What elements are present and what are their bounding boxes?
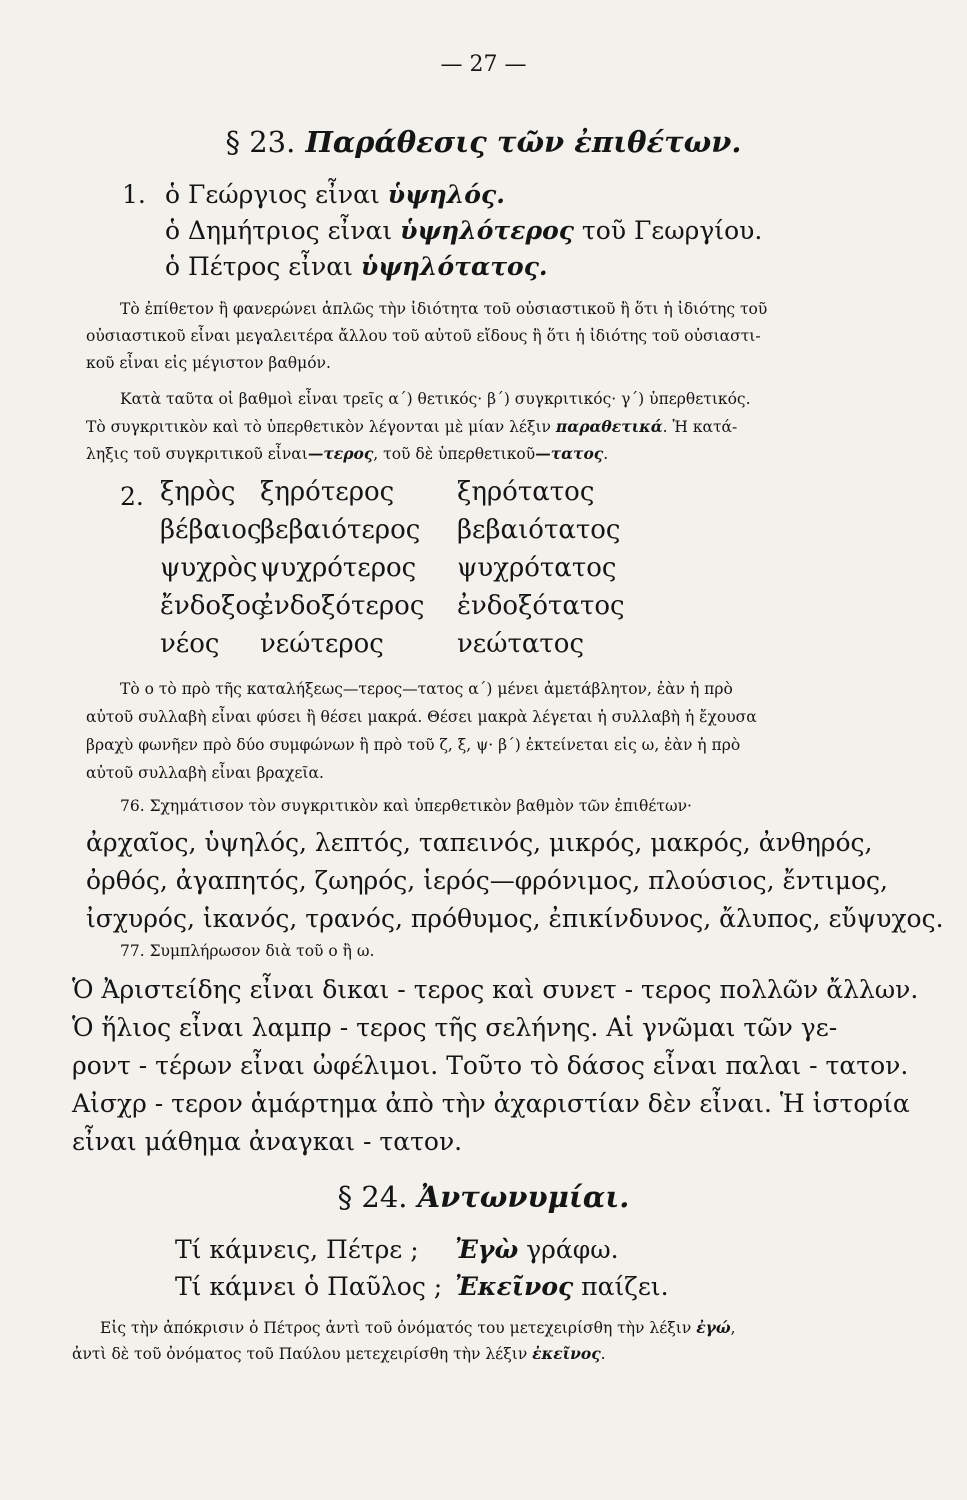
positive-form: ξηρὸς [160, 477, 236, 507]
exercise-76-line: ἰσχυρός, ἱκανός, τρανός, πρόθυμος, ἐπικίνδυνος, ἄλυπος, εὔψυχος. [86, 904, 944, 933]
comparative-form: ἐνδοξότερος [260, 591, 425, 621]
exercise-77-line: Ὁ ἥλιος εἶναι λαμπρ - τερος τῆς σελήνης. Αἱ γνῶμαι τῶν γε- [72, 1013, 838, 1042]
paragraph-text: , [730, 1319, 736, 1337]
example-1-line [165, 252, 548, 281]
paragraph-line: Τὸ ο τὸ πρὸ τῆς καταλήξεως—τερος—τατος α΄) μένει ἀμετάβλητον, ἐὰν ἡ πρὸ [120, 680, 733, 698]
ending-bold: —τατος [535, 444, 604, 463]
exercise-77-line: ροντ - τέρων εἶναι ὠφέλιμοι. Τοῦτο τὸ δάσος εἶναι παλαι - τατον. [72, 1051, 909, 1080]
section-23-title: Παράθεσις τῶν ἐπιθέτων. [305, 125, 742, 159]
positive-form: ψυχρὸς [160, 553, 258, 583]
exercise-77-line: Ὁ Ἀριστείδης εἶναι δικαι - τερος καὶ συνετ - τερος πολλῶν ἄλλων. [72, 975, 919, 1004]
comparative-form: νεώτερος [260, 629, 384, 659]
exercise-76-intro: 76. Σχημάτισον τὸν συγκριτικὸν καὶ ὑπερθετικὸν βαθμὸν τῶν ἐπιθέτων· [120, 797, 692, 815]
positive-form: νέος [160, 629, 220, 659]
example-1-number: 1. [122, 180, 146, 209]
paragraph-text: ληξις τοῦ συγκριτικοῦ εἶναι [86, 445, 308, 463]
positive-form: βέβαιος [160, 515, 262, 545]
section-24-title: Ἀντωνυμίαι. [417, 1180, 630, 1214]
exercise-77-intro: 77. Συμπλήρωσον διὰ τοῦ ο ἢ ω. [120, 942, 375, 960]
superlative-form: ξηρότατος [457, 477, 595, 507]
paragraph-text: . [603, 445, 609, 463]
pronoun-bold: Ἐκεῖνος [455, 1272, 574, 1301]
pronoun-bold: ἐκεῖνος [532, 1344, 601, 1363]
dialog-text: γράφω. [518, 1235, 619, 1264]
paragraph-line: αὐτοῦ συλλαβὴ εἶναι βραχεῖα. [86, 764, 324, 782]
exercise-76-line: ὀρθός, ἀγαπητός, ζωηρός, ἱερός—φρόνιμος, πλούσιος, ἔντιμος, [86, 866, 888, 895]
example-text: ὁ Δημήτριος εἶναι [165, 216, 401, 245]
paragraph-text: , τοῦ δὲ ὑπερθετικοῦ [373, 445, 536, 463]
comparative-form: ξηρότερος [260, 477, 395, 507]
dialog-answer [455, 1272, 669, 1301]
exercise-77-line: Αἰσχρ - τερον ἁμάρτημα ἀπὸ τὴν ἀχαριστίαν δὲν εἶναι. Ἡ ἱστορία [72, 1089, 910, 1118]
exercise-77-line: εἶναι μάθημα ἀναγκαι - τατον. [72, 1127, 463, 1156]
superlative-form: ψυχρότατος [457, 553, 617, 583]
term-bold: παραθετικά [555, 417, 663, 436]
paragraph-line: αὐτοῦ συλλαβὴ εἶναι φύσει ἢ θέσει μακρά. Θέσει μακρὰ λέγεται ἡ συλλαβὴ ἡ ἔχουσα [86, 708, 757, 726]
example-bold-word: ὑψηλότερος [400, 216, 574, 245]
exercise-76-line: ἀρχαῖος, ὑψηλός, λεπτός, ταπεινός, μικρός, μακρός, ἀνθηρός, [86, 828, 873, 857]
example-text: ὁ Γεώργιος εἶναι [165, 180, 388, 209]
comparative-form: ψυχρότερος [260, 553, 417, 583]
page-number: — 27 — [440, 52, 527, 77]
paragraph-line [86, 444, 608, 463]
paragraph-line: Κατὰ ταῦτα οἱ βαθμοὶ εἶναι τρεῖς α΄) θετικός· β΄) συγκριτικός· γ΄) ὑπερθετικός. [120, 390, 751, 408]
ending-bold: —τερος [307, 444, 374, 463]
example-text: τοῦ Γεωργίου. [573, 216, 763, 245]
dialog-question: Τί κάμνει ὁ Παῦλος ; [175, 1272, 443, 1301]
example-2-number: 2. [120, 482, 144, 511]
section-23-heading [0, 125, 967, 159]
paragraph-text: Εἰς τὴν ἀπόκρισιν ὁ Πέτρος ἀντὶ τοῦ ὀνόματός του μετεχειρίσθη τὴν λέξιν [100, 1319, 697, 1337]
superlative-form: ἐνδοξότατος [457, 591, 625, 621]
superlative-form: βεβαιότατος [457, 515, 621, 545]
paragraph-line [100, 1318, 736, 1337]
paragraph-line: βραχὺ φωνῆεν πρὸ δύο συμφώνων ἢ πρὸ τοῦ ζ, ξ, ψ· β΄) ἐκτείνεται εἰς ω, ἐὰν ἡ πρὸ [86, 736, 741, 754]
paragraph-text: . Ἡ κατά- [662, 418, 738, 436]
section-23-number: § 23. [225, 125, 296, 159]
example-bold-word: ὑψηλός. [387, 180, 505, 209]
example-bold-word: ὑψηλότατος. [360, 252, 548, 281]
paragraph-line: κοῦ εἶναι εἰς μέγιστον βαθμόν. [86, 354, 331, 372]
comparative-form: βεβαιότερος [260, 515, 421, 545]
positive-form: ἔνδοξος [160, 591, 266, 621]
section-24-heading [0, 1180, 967, 1214]
dialog-answer [455, 1235, 619, 1264]
pronoun-bold: Ἐγὼ [455, 1235, 519, 1264]
section-24-number: § 24. [337, 1180, 408, 1214]
paragraph-line [72, 1344, 606, 1363]
dialog-question: Τί κάμνεις, Πέτρε ; [175, 1235, 419, 1264]
pronoun-bold: ἐγώ [696, 1318, 731, 1337]
example-1-line [165, 216, 762, 245]
paragraph-text: . [600, 1345, 606, 1363]
paragraph-line: οὐσιαστικοῦ εἶναι μεγαλειτέρα ἄλλου τοῦ αὐτοῦ εἴδους ἢ ὅτι ἡ ἰδιότης τοῦ οὐσιαστι- [86, 327, 761, 345]
example-text: ὁ Πέτρος εἶναι [165, 252, 361, 281]
paragraph-line [86, 417, 737, 436]
dialog-text: παίζει. [573, 1272, 669, 1301]
example-1-line [165, 180, 505, 209]
superlative-form: νεώτατος [457, 629, 585, 659]
paragraph-text: Τὸ συγκριτικὸν καὶ τὸ ὑπερθετικὸν λέγονται μὲ μίαν λέξιν [86, 418, 556, 436]
paragraph-text: ἀντὶ δὲ τοῦ ὀνόματος τοῦ Παύλου μετεχειρίσθη τὴν λέξιν [72, 1345, 533, 1363]
paragraph-line: Τὸ ἐπίθετον ἢ φανερώνει ἁπλῶς τὴν ἰδιότητα τοῦ οὐσιαστικοῦ ἢ ὅτι ἡ ἰδιότης τοῦ [120, 300, 768, 318]
